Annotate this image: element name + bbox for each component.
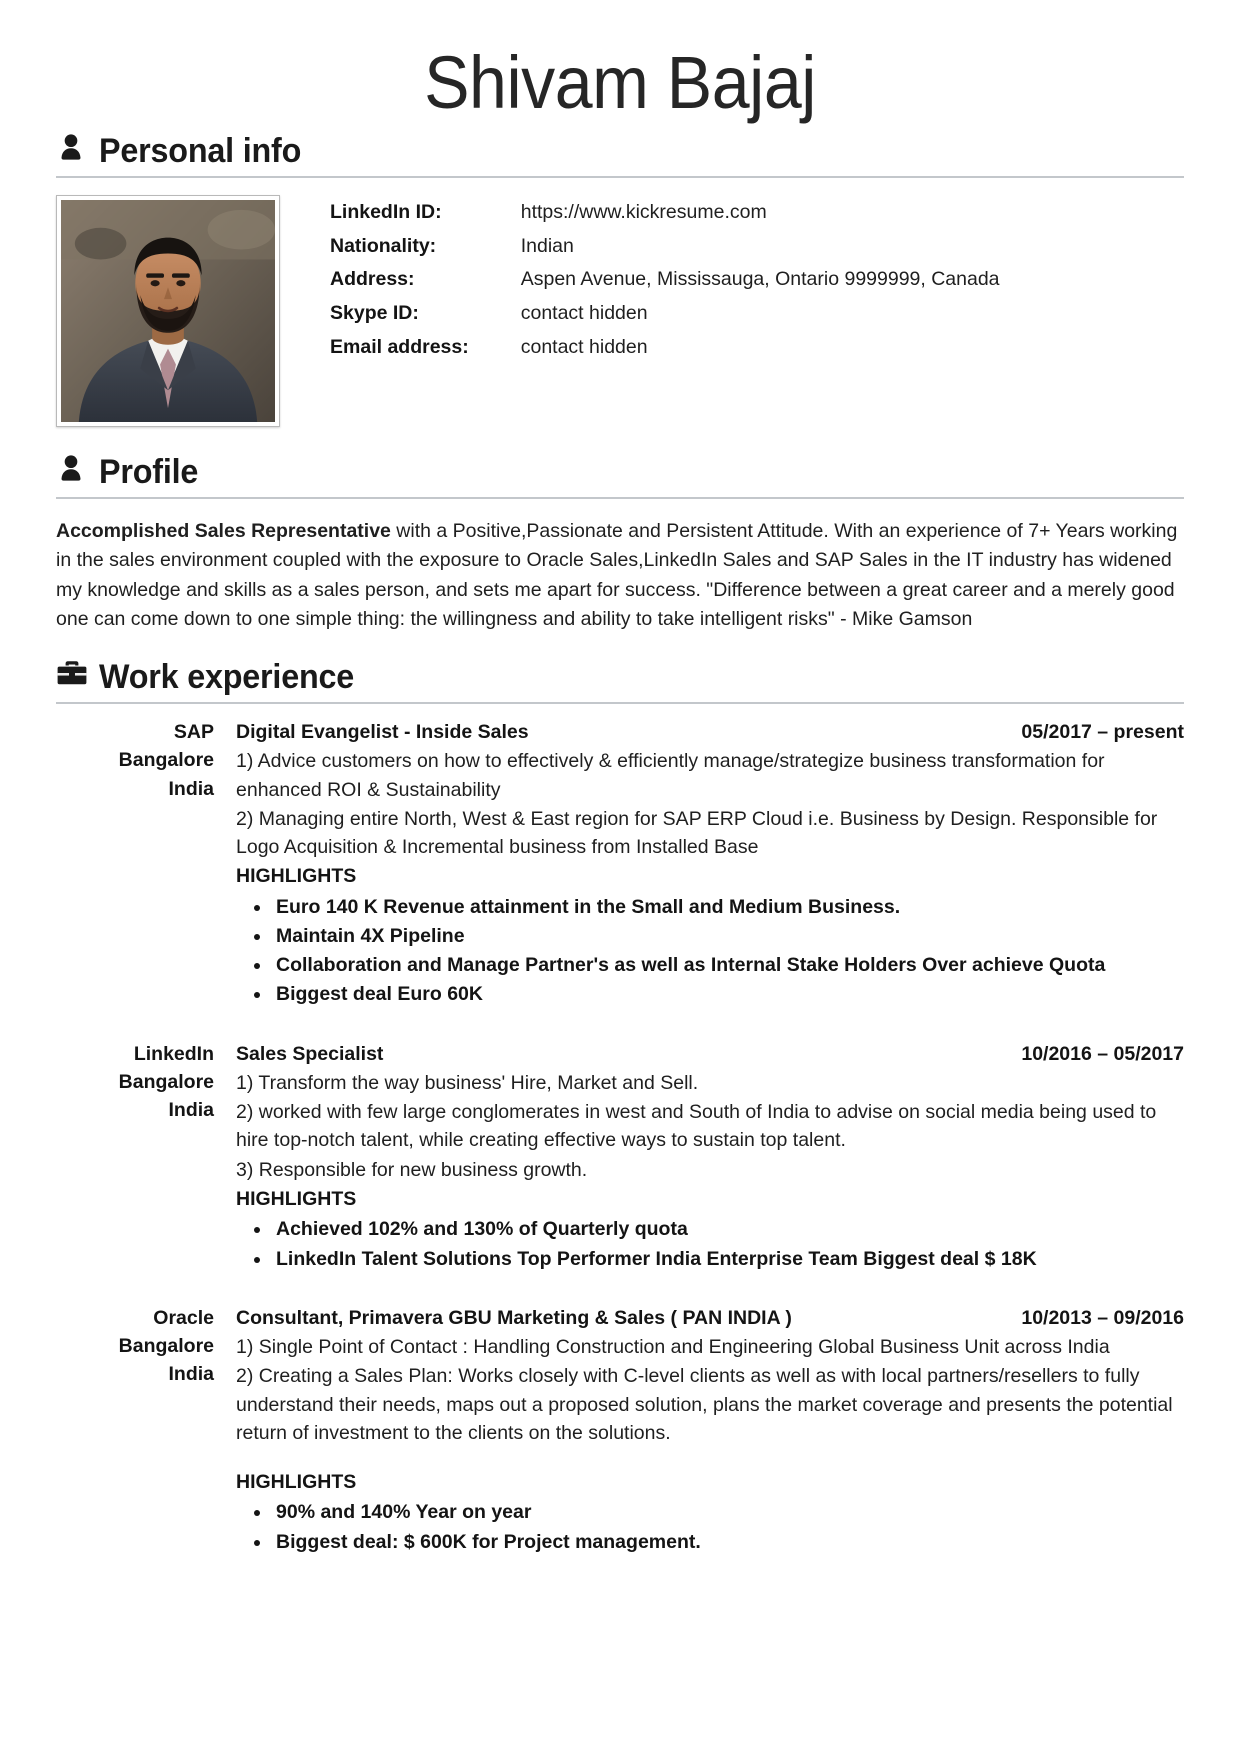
- job-company-block: [56, 1304, 236, 1389]
- person-icon: [56, 453, 86, 487]
- list-item: • Maintain 4X Pipeline: [272, 922, 1184, 950]
- personal-info-body: [56, 195, 1184, 427]
- highlights-label: HIGHLIGHTS: [236, 1187, 357, 1210]
- profile-body: with a Positive,Passionate and Persistent Attitude. With an experience of 7+ Years working in the sales environment coupled with the exposure to Oracle Sales,LinkedIn Sales and SAP Sales in the IT industry has widened my knowledge and skills as a sales person, and sets me apart for success. "Difference between a great career and a merely good one can come down to one simple thing: the willingness and ability to take intelligent risks" - Mike Gamson: [56, 520, 1178, 630]
- personal-info-table: [330, 199, 1000, 367]
- job-company-block: [56, 718, 236, 803]
- job-city: Bangalore: [118, 1070, 214, 1093]
- job-country: India: [168, 1363, 214, 1386]
- table-row: [330, 266, 1000, 300]
- section-divider: [56, 176, 1184, 178]
- table-row: [330, 334, 1000, 368]
- job-country: India: [168, 777, 214, 800]
- job-description-line: 3) Responsible for new business growth.: [236, 1158, 588, 1181]
- field-value-skype: contact hidden: [520, 302, 648, 325]
- table-row: [330, 300, 1000, 334]
- job-description-line: 1) Advice customers on how to effectively & efficiently manage/strategize business transformation for enhanced ROI & Sustainability: [236, 750, 1105, 801]
- job-dates: 05/2017 – present: [1021, 721, 1184, 743]
- job-description-line: 2) worked with few large conglomerates in west and South of India to advise on social media being used to hire top-notch talent, while creating effective ways to sustain top talent.: [236, 1101, 1157, 1152]
- job-company: SAP: [173, 721, 214, 743]
- job-description-line: 2) Managing entire North, West & East region for SAP ERP Cloud i.e. Business by Design. Responsible for Logo Acquisition & Incremental business from Installed Base: [236, 807, 1158, 859]
- table-row: [330, 199, 1000, 233]
- section-title-work-experience: Work experience: [99, 658, 355, 696]
- section-divider: [56, 702, 1184, 704]
- section-header-personal-info: [56, 134, 1184, 168]
- profile-lead: Accomplished Sales Representative: [56, 520, 391, 542]
- job-country: India: [168, 1099, 214, 1122]
- job-description-line: 1) Transform the way business' Hire, Market and Sell.: [236, 1071, 699, 1094]
- field-label: Email address:: [330, 335, 469, 358]
- highlights-list: [236, 1498, 1184, 1556]
- job-city: Bangalore: [118, 1335, 214, 1358]
- work-experience-list: [56, 718, 1184, 1557]
- profile-paragraph: [56, 517, 1184, 634]
- field-label: Address:: [330, 268, 415, 291]
- table-row: [330, 233, 1000, 267]
- job-dates: 10/2016 – 05/2017: [1021, 1042, 1184, 1065]
- section-title-personal-info: Personal info: [99, 132, 302, 170]
- field-value-linkedin[interactable]: https://www.kickresume.com: [520, 201, 767, 223]
- highlights-list: [236, 1215, 1184, 1273]
- list-item: • Biggest deal: $ 600K for Project management.: [272, 1528, 1184, 1556]
- section-header-work-experience: [56, 660, 1184, 694]
- job-company: LinkedIn: [133, 1042, 214, 1065]
- profile-photo: [61, 200, 275, 422]
- avatar: [56, 195, 280, 427]
- job-details: [236, 718, 1184, 1010]
- field-label: LinkedIn ID:: [330, 201, 442, 223]
- list-item: • LinkedIn Talent Solutions Top Performer India Enterprise Team Biggest deal $ 18K: [272, 1245, 1184, 1273]
- paragraph-spacer: [236, 1447, 1184, 1467]
- section-divider: [56, 497, 1184, 499]
- job-company: Oracle: [153, 1306, 214, 1329]
- job-details: [236, 1304, 1184, 1557]
- job-headline: [236, 718, 1184, 746]
- list-item: • Achieved 102% and 130% of Quarterly quota: [272, 1215, 1184, 1243]
- section-title-profile: Profile: [99, 453, 199, 491]
- job-title: Sales Specialist: [236, 1042, 384, 1065]
- field-label: Skype ID:: [330, 302, 419, 325]
- job-description-line: 1) Single Point of Contact : Handling Construction and Engineering Global Business Unit across India: [236, 1336, 1110, 1359]
- job-entry-oracle: [56, 1304, 1184, 1557]
- page-title: Shivam Bajaj: [424, 41, 816, 124]
- job-title: Digital Evangelist - Inside Sales: [236, 721, 529, 743]
- field-label: Nationality:: [330, 234, 437, 257]
- section-header-profile: [56, 455, 1184, 489]
- list-item: • Collaboration and Manage Partner's as well as Internal Stake Holders Over achieve Quota: [272, 951, 1184, 979]
- highlights-label: HIGHLIGHTS: [236, 865, 357, 888]
- job-city: Bangalore: [118, 749, 214, 772]
- highlights-label: HIGHLIGHTS: [236, 1471, 357, 1494]
- job-description-line: 2) Creating a Sales Plan: Works closely with C-level clients as well as with local partners/resellers to fully understand their needs, maps out a proposed solution, plans the market coverage and presents the potential return of investment to the clients on the solutions.: [236, 1365, 1173, 1444]
- field-value-email: contact hidden: [520, 335, 648, 358]
- job-headline: [236, 1304, 1184, 1332]
- job-details: [236, 1040, 1184, 1274]
- field-value-address: Aspen Avenue, Mississauga, Ontario 9999999, Canada: [520, 268, 1000, 291]
- person-icon: [56, 132, 86, 166]
- list-item: • Biggest deal Euro 60K: [272, 980, 1184, 1008]
- highlights-list: [236, 893, 1184, 1009]
- job-title: Consultant, Primavera GBU Marketing & Sales ( PAN INDIA ): [236, 1306, 792, 1329]
- job-entry-sap: [56, 718, 1184, 1010]
- job-company-block: [56, 1040, 236, 1125]
- briefcase-icon: [56, 658, 86, 692]
- job-entry-linkedin: [56, 1040, 1184, 1274]
- list-item: • Euro 140 K Revenue attainment in the Small and Medium Business.: [272, 893, 1184, 921]
- job-headline: [236, 1040, 1184, 1068]
- job-dates: 10/2013 – 09/2016: [1021, 1306, 1184, 1329]
- list-item: • 90% and 140% Year on year: [272, 1498, 1184, 1526]
- field-value-nationality: Indian: [520, 234, 574, 257]
